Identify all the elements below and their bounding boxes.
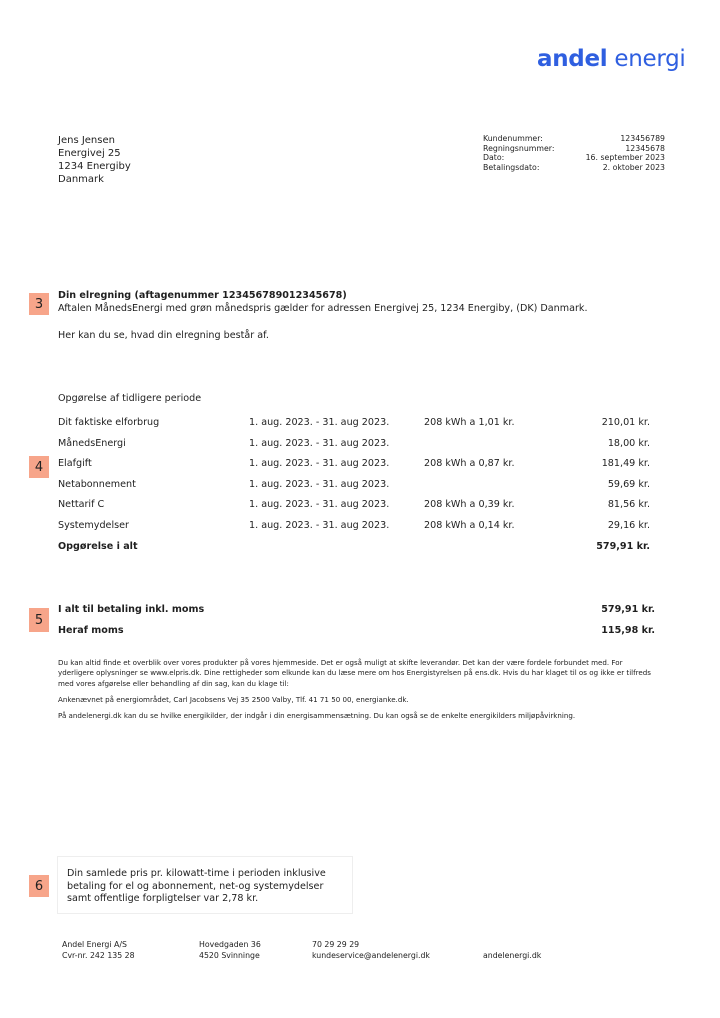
table-row — [58, 413, 658, 434]
row-amount: 81,56 kr. — [607, 499, 650, 511]
table-row — [58, 475, 658, 496]
row-amount: 18,00 kr. — [607, 437, 650, 449]
table-row — [58, 454, 658, 475]
footer-company-name: Andel Energi A/S — [62, 940, 127, 949]
row-name: Systemydelser — [58, 519, 129, 531]
meta-row-date — [483, 153, 665, 163]
bill-breakdown-table — [58, 392, 658, 557]
row-amount: 59,69 kr. — [607, 478, 650, 490]
total-payable-row — [58, 603, 655, 624]
table-row — [58, 495, 658, 516]
price-summary-line: Din samlede pris pr. kilowatt-time i perioden inklusive — [67, 868, 326, 879]
meta-label: Kundenummer: — [483, 134, 543, 143]
row-usage: 208 kWh a 0,39 kr. — [424, 499, 515, 511]
row-usage: 208 kWh a 0,87 kr. — [424, 458, 515, 470]
meta-row-customer-number — [483, 134, 665, 144]
vat-label: Heraf moms — [58, 625, 124, 636]
meta-value: 123456789 — [620, 134, 665, 143]
vat-amount: 115,98 kr. — [601, 625, 655, 636]
payment-totals — [58, 603, 655, 645]
row-amount: 29,16 kr. — [607, 519, 650, 531]
meta-label: Regningsnummer: — [483, 143, 555, 153]
bill-explainer: Her kan du se, hvad din elregning består af. — [58, 330, 269, 341]
row-name: Dit faktiske elforbrug — [58, 417, 160, 428]
footer-street: Hovedgaden 36 — [199, 940, 261, 949]
fine-print-paragraph: Ankenævnet på energiområdet, Carl Jacobsens Vej 35 2500 Valby, Tlf. 41 71 50 00, energianke.dk. — [58, 694, 409, 704]
meta-label: Betalingsdato: — [483, 162, 540, 172]
row-period: 1. aug. 2023. - 31. aug 2023. — [249, 478, 390, 490]
row-period: 1. aug. 2023. - 31. aug 2023. — [249, 499, 390, 511]
row-name: MånedsEnergi — [58, 437, 126, 449]
bill-intro — [58, 289, 658, 342]
vat-row — [58, 624, 655, 645]
customer-city: 1234 Energiby — [58, 161, 131, 172]
table-row — [58, 434, 658, 455]
customer-country: Danmark — [58, 174, 104, 185]
section-badge-3: 3 — [29, 293, 49, 315]
customer-name: Jens Jensen — [58, 135, 115, 146]
fine-print-paragraph: På andelenergi.dk kan du se hvilke energikilder, der indgår i din energisammensætning. Du kan også se de enkelte energikilders miljøpåvirkning. — [58, 711, 576, 721]
row-name: Elafgift — [58, 458, 92, 470]
customer-address — [58, 134, 131, 186]
logo-bold-text: andel — [537, 46, 608, 72]
meta-row-payment-date — [483, 163, 665, 173]
invoice-meta — [483, 134, 665, 172]
row-usage: 208 kWh a 0,14 kr. — [424, 519, 515, 531]
footer-city: 4520 Svinninge — [199, 951, 260, 960]
footer-cvr: Cvr-nr. 242 135 28 — [62, 951, 135, 960]
meta-row-invoice-number — [483, 144, 665, 154]
row-name: Netabonnement — [58, 478, 136, 490]
section-badge-4: 4 — [29, 456, 49, 478]
section-badge-5: 5 — [29, 608, 49, 632]
meta-value: 2. oktober 2023 — [602, 162, 665, 172]
fine-print-paragraph: Du kan altid finde et overblik over vores produkter på vores hjemmeside. Det er også muligt at skifte leverandør. Det kan der være fordele forbundet med. For yderligere oplysninger se www.elpris.dk. Dine rettigheder som elkunde kan du læse mere om hos Energistyrelsen på ens.dk. Hvis du har klaget til os og ikke er tilfreds med vores afgørelse eller behandling af din sag, kan du klage til: — [58, 658, 651, 688]
fine-print — [58, 658, 658, 727]
row-usage: 208 kWh a 1,01 kr. — [424, 417, 515, 428]
price-summary-line: samt offentlige forpligtelser var 2,78 kr. — [67, 893, 259, 904]
meta-label: Dato: — [483, 153, 505, 163]
price-summary-text — [67, 868, 326, 906]
total-label: Opgørelse i alt — [58, 540, 138, 552]
row-period: 1. aug. 2023. - 31. aug 2023. — [249, 458, 390, 470]
footer-phone: 70 29 29 29 — [312, 940, 360, 949]
footer-email[interactable]: kundeservice@andelenergi.dk — [312, 951, 430, 960]
table-heading: Opgørelse af tidligere periode — [58, 393, 202, 404]
andel-energi-logo — [537, 46, 685, 72]
price-summary-line: betaling for el og abonnement, net-og systemydelser — [67, 880, 324, 892]
logo-light-text: energi — [614, 46, 686, 72]
footer-website[interactable]: andelenergi.dk — [483, 951, 542, 960]
total-amount: 579,91 kr. — [596, 540, 650, 552]
row-period: 1. aug. 2023. - 31. aug 2023. — [249, 417, 390, 428]
row-period: 1. aug. 2023. - 31. aug 2023. — [249, 519, 390, 531]
meta-value: 16. september 2023 — [585, 153, 665, 163]
bill-title: Din elregning (aftagenummer 123456789012345678) — [58, 290, 347, 301]
footer-contact — [312, 939, 430, 961]
customer-street: Energivej 25 — [58, 148, 121, 159]
table-total-row — [58, 537, 658, 558]
agreement-text: Aftalen MånedsEnergi med grøn månedspris gælder for adressen Energivej 25, 1234 Energiby, (DK) Danmark. — [58, 303, 588, 314]
footer-company — [62, 939, 135, 961]
total-payable-label: I alt til betaling inkl. moms — [58, 604, 205, 615]
table-row — [58, 516, 658, 537]
section-badge-6: 6 — [29, 875, 49, 897]
row-name: Nettarif C — [58, 499, 105, 511]
row-period: 1. aug. 2023. - 31. aug 2023. — [249, 437, 390, 449]
footer-address — [199, 939, 261, 961]
row-amount: 210,01 kr. — [601, 417, 650, 428]
total-payable-amount: 579,91 kr. — [601, 604, 655, 615]
meta-value: 12345678 — [625, 143, 665, 153]
row-amount: 181,49 kr. — [601, 458, 650, 470]
price-summary-box — [57, 856, 353, 914]
